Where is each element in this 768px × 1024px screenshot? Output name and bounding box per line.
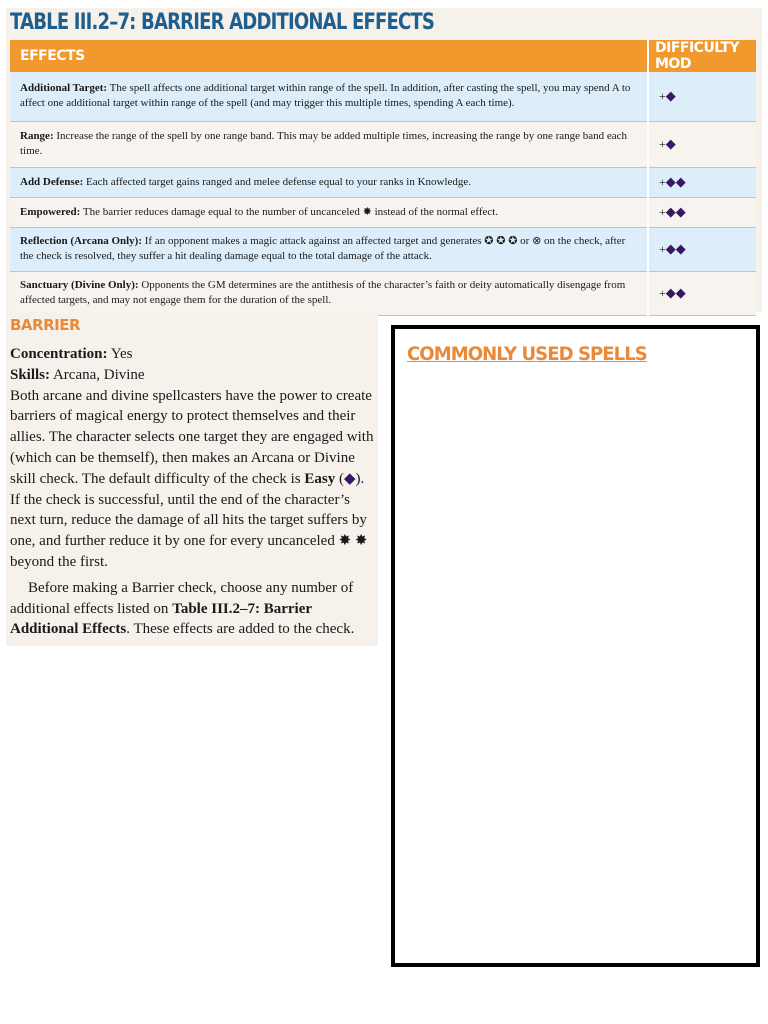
effects-header: EFFECTS — [10, 40, 648, 72]
difficulty-mod-header: DIFFICULTY MOD — [648, 40, 756, 72]
difficulty-diamond-icon: ◆◆ — [665, 173, 686, 189]
effect-cell — [10, 167, 648, 197]
barrier-description — [10, 344, 374, 640]
difficulty-mod-cell — [648, 167, 756, 197]
difficulty-diamond-icon: ◆ — [665, 135, 676, 151]
table-row — [10, 227, 756, 271]
plus-sign: + — [659, 174, 666, 189]
table-reference: Table III.2–7: Barrier Additional Effects — [10, 600, 312, 638]
effect-cell — [10, 227, 648, 271]
difficulty-diamond-icon: ◆◆ — [665, 203, 686, 219]
effect-text: The spell affects one additional target within range of the spell. In addition, after casting the spell, you may spend A to affect one additional target within range of the spell (and may trigger this multiple times, spending A each time). — [20, 82, 631, 110]
effect-cell — [10, 197, 648, 227]
commonly-used-spells-title: COMMONLY USED SPELLS — [407, 343, 647, 365]
barrier-paragraph-2 — [10, 578, 374, 640]
easy-difficulty: Easy — [304, 470, 336, 487]
effect-name: Empowered: — [20, 205, 81, 218]
paragraph-1-rest: If the check is successful, until the end of the character’s next turn, reduce the damage of all hits the target suffers by one, and further reduce it by one for every uncanceled ✸ ✸ beyond the first. — [10, 491, 368, 570]
difficulty-mod-cell — [648, 197, 756, 227]
effect-name: Additional Target: — [20, 82, 108, 95]
difficulty-diamond-icon: ◆◆ — [665, 284, 686, 300]
easy-close-paren: ). — [355, 470, 365, 487]
paragraph-1-intro: Both arcane and divine spellcasters have the power to create barriers of magical energy to protect themselves and their allies. The character selects one target they are engaged with (which can be themself), then makes an Arcana or Divine skill check. The default difficulty of the check is — [10, 387, 374, 487]
barrier-heading: BARRIER — [10, 316, 81, 334]
effect-text: Increase the range of the spell by one range band. This may be added multiple times, increasing the range by one range band each time. — [20, 130, 628, 157]
commonly-used-spells-box — [391, 325, 760, 967]
effect-cell — [10, 121, 648, 167]
concentration-value: Yes — [107, 346, 133, 362]
plus-sign: + — [659, 136, 666, 151]
concentration-line — [10, 344, 374, 365]
barrier-effects-table — [10, 40, 756, 316]
plus-sign: + — [659, 285, 666, 300]
effect-cell — [10, 271, 648, 315]
concentration-label: Concentration: — [10, 346, 108, 362]
difficulty-mod-cell — [648, 271, 756, 315]
easy-open-paren: ( — [335, 470, 344, 487]
table-header-row — [10, 40, 756, 72]
effect-text: Opponents the GM determines are the antithesis of the character’s faith or deity automatically disengage from affected targets, and may not engage them for the duration of the spell. — [20, 279, 626, 306]
effect-name: Range: — [20, 130, 54, 142]
difficulty-mod-cell — [648, 227, 756, 271]
skills-line — [10, 365, 374, 386]
plus-sign: + — [659, 88, 666, 103]
paragraph-2-rest: . These effects are added to the check. — [126, 621, 355, 638]
effect-name: Sanctuary (Divine Only): — [20, 279, 139, 291]
effect-text: If an opponent makes a magic attack against an affected target and generates ✪ ✪ ✪ or ⊗ on the check, after the check is resolved, they suffer a hit dealing damage equal to the total damage of the attack. — [20, 235, 626, 262]
skills-label: Skills: — [10, 366, 51, 383]
effect-name: Reflection (Arcana Only): — [20, 235, 142, 247]
easy-diamond-icon: ◆ — [343, 470, 356, 487]
effect-name: Add Defense: — [20, 175, 84, 188]
paragraph-2-intro: Before making a Barrier check, choose any number of additional effects listed on — [10, 579, 354, 617]
skills-value: Arcana, Divine — [50, 366, 145, 383]
table-row — [10, 167, 756, 197]
effect-cell — [10, 72, 648, 121]
plus-sign: + — [659, 241, 666, 256]
difficulty-mod-cell — [648, 72, 756, 121]
table-row — [10, 72, 756, 121]
table-row — [10, 271, 756, 315]
table-row — [10, 121, 756, 167]
difficulty-diamond-icon: ◆ — [665, 87, 676, 103]
table-row — [10, 197, 756, 227]
plus-sign: + — [659, 204, 666, 219]
table-title: TABLE III.2–7: BARRIER ADDITIONAL EFFECTS — [10, 10, 435, 35]
difficulty-diamond-icon: ◆◆ — [665, 240, 686, 256]
effect-text: Each affected target gains ranged and melee defense equal to your ranks in Knowledge. — [86, 175, 472, 188]
barrier-paragraph-1 — [10, 386, 374, 573]
difficulty-mod-cell — [648, 121, 756, 167]
effect-text: The barrier reduces damage equal to the number of uncanceled ✸ instead of the normal effect. — [82, 205, 499, 218]
